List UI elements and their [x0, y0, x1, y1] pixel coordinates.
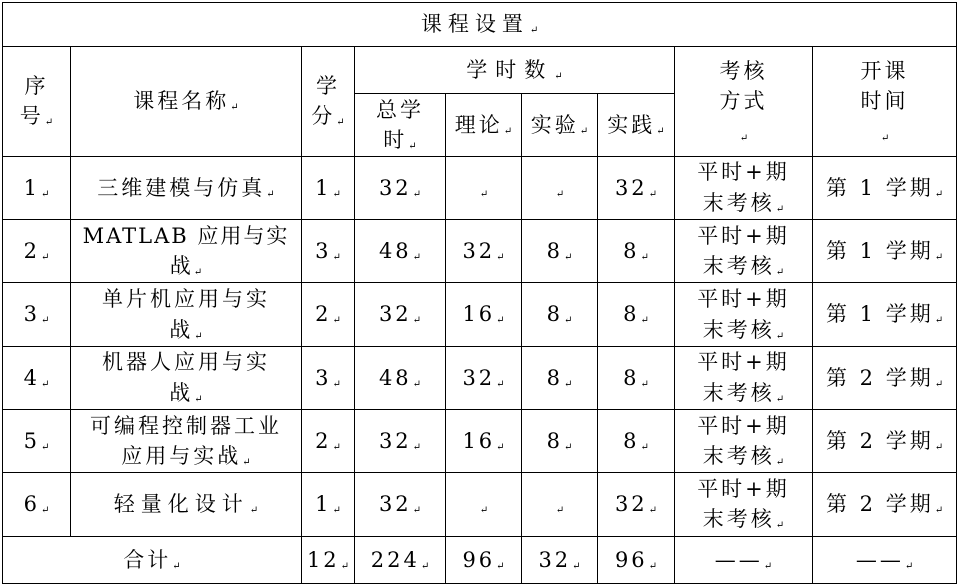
- paragraph-mark: ↵: [193, 267, 203, 279]
- total-exam: [675, 536, 813, 583]
- paragraph-mark: ↵: [563, 378, 573, 390]
- paragraph-mark: ↵: [336, 117, 345, 129]
- paragraph-mark: ↵: [332, 505, 341, 517]
- table-row: [3, 346, 957, 409]
- paragraph-mark: ↵: [496, 560, 505, 572]
- cell-text: 8: [546, 428, 563, 453]
- cell-lab: [522, 410, 598, 473]
- cell-text: 学分: [311, 74, 340, 129]
- paragraph-mark: ↵: [44, 117, 54, 129]
- paragraph-mark: ↵: [40, 315, 50, 327]
- cell-text: 2: [315, 428, 332, 453]
- table-row: [3, 283, 957, 346]
- cell-text: 课程设置: [420, 12, 529, 37]
- total-term: [813, 536, 957, 583]
- paragraph-mark: ↵: [640, 378, 649, 390]
- cell-text: 32: [462, 365, 496, 390]
- cell-text: 96: [614, 547, 648, 572]
- total-label: [3, 536, 302, 583]
- cell-text: 2: [315, 302, 332, 327]
- cell-text: 32: [462, 238, 496, 263]
- cell-text: ——: [714, 547, 763, 572]
- paragraph-mark: ↵: [479, 505, 489, 517]
- cell-text: 48: [378, 238, 412, 263]
- cell-term: [813, 283, 957, 346]
- cell-total: [355, 346, 446, 409]
- paragraph-mark: ↵: [412, 505, 422, 517]
- paragraph-mark: ↵: [775, 267, 785, 279]
- paragraph-mark: ↵: [412, 315, 422, 327]
- cell-text: 5: [23, 428, 40, 453]
- paragraph-mark: ↵: [172, 560, 181, 572]
- cell-theory: [446, 410, 522, 473]
- paragraph-mark: ↵: [563, 441, 573, 453]
- cell-text: 12: [306, 547, 340, 572]
- cell-text: 32: [378, 175, 412, 200]
- header-seq: [3, 47, 71, 156]
- cell-text: 单片机应用与实战: [102, 287, 270, 342]
- paragraph-mark: ↵: [563, 315, 573, 327]
- paragraph-mark: ↵: [332, 188, 341, 200]
- paragraph-mark: ↵: [332, 315, 341, 327]
- paragraph-mark: ↵: [554, 71, 563, 83]
- cell-text: 1: [23, 175, 40, 200]
- paragraph-mark: ↵: [420, 560, 430, 572]
- cell-text: 8: [546, 302, 563, 327]
- cell-theory: [446, 156, 522, 219]
- paragraph-mark: ↵: [640, 441, 649, 453]
- cell-text: 1: [315, 492, 332, 517]
- paragraph-mark: ↵: [249, 505, 259, 517]
- cell-seq: [3, 473, 71, 536]
- header-total-hours: [355, 94, 446, 156]
- cell-text: 合计: [123, 547, 172, 572]
- cell-text: 48: [378, 365, 412, 390]
- cell-name: [71, 410, 302, 473]
- cell-credit: [302, 156, 355, 219]
- header-lab: [522, 94, 598, 156]
- cell-text: 学时数: [466, 58, 554, 83]
- cell-term: [813, 220, 957, 283]
- paragraph-mark: ↵: [242, 457, 251, 469]
- cell-text: 3: [315, 365, 332, 390]
- paragraph-mark: ↵: [412, 378, 422, 390]
- table-row: [3, 473, 957, 536]
- cell-text: 32: [614, 175, 648, 200]
- cell-seq: [3, 156, 71, 219]
- paragraph-mark: ↵: [739, 132, 749, 144]
- cell-term: [813, 346, 957, 409]
- total-row: [3, 536, 957, 583]
- paragraph-mark: ↵: [648, 505, 658, 517]
- cell-exam: [675, 283, 813, 346]
- paragraph-mark: ↵: [408, 141, 417, 153]
- cell-text: MATLAB 应用与实战: [82, 223, 290, 279]
- cell-text: 理论: [454, 112, 503, 137]
- cell-text: 8: [546, 238, 563, 263]
- paragraph-mark: ↵: [640, 315, 649, 327]
- paragraph-mark: ↵: [496, 315, 505, 327]
- cell-total: [355, 473, 446, 536]
- cell-text: 可编程控制器工业应用与实战: [90, 413, 282, 469]
- cell-seq: [3, 283, 71, 346]
- table-row: [3, 410, 957, 473]
- cell-credit: [302, 220, 355, 283]
- paragraph-mark: ↵: [775, 330, 785, 342]
- cell-practice: [598, 410, 675, 473]
- cell-text: 实践: [607, 112, 656, 137]
- cell-text: 8: [546, 365, 563, 390]
- cell-credit: [302, 473, 355, 536]
- cell-text: 6: [23, 492, 40, 517]
- cell-exam: [675, 346, 813, 409]
- cell-text: 4: [23, 365, 40, 390]
- cell-exam: [675, 410, 813, 473]
- cell-text: 16: [462, 302, 496, 327]
- paragraph-mark: ↵: [496, 441, 505, 453]
- cell-name: [71, 220, 302, 283]
- cell-text: 轻量化设计: [113, 492, 249, 517]
- cell-exam: [675, 220, 813, 283]
- cell-text: 第 2 学期: [826, 492, 934, 517]
- paragraph-mark: ↵: [934, 505, 944, 517]
- paragraph-mark: ↵: [266, 188, 275, 200]
- cell-text: 开课时间: [860, 58, 909, 114]
- cell-text: 考核方式: [719, 58, 768, 114]
- cell-text: 3: [315, 238, 332, 263]
- cell-lab: [522, 346, 598, 409]
- cell-name: [71, 473, 302, 536]
- paragraph-mark: ↵: [775, 203, 785, 215]
- paragraph-mark: ↵: [194, 330, 203, 342]
- cell-lab: [522, 473, 598, 536]
- cell-text: 三维建模与仿真: [97, 175, 266, 200]
- header-practice: [598, 94, 675, 156]
- header-name: [71, 47, 302, 156]
- header-exam: [675, 47, 813, 156]
- paragraph-mark: ↵: [648, 560, 658, 572]
- total-lab: [522, 536, 598, 583]
- paragraph-mark: ↵: [40, 378, 50, 390]
- cell-text: 序号: [19, 74, 49, 129]
- table-row: [3, 220, 957, 283]
- paragraph-mark: ↵: [230, 102, 239, 114]
- course-table: [2, 2, 957, 584]
- paragraph-mark: ↵: [934, 251, 944, 263]
- cell-text: 96: [462, 547, 496, 572]
- cell-theory: [446, 220, 522, 283]
- cell-exam: [675, 473, 813, 536]
- paragraph-mark: ↵: [40, 505, 50, 517]
- paragraph-mark: ↵: [775, 457, 785, 469]
- paragraph-mark: ↵: [563, 251, 573, 263]
- paragraph-mark: ↵: [775, 520, 785, 532]
- table-title: [3, 3, 957, 47]
- paragraph-mark: ↵: [640, 251, 649, 263]
- paragraph-mark: ↵: [529, 25, 539, 37]
- cell-practice: [598, 473, 675, 536]
- cell-text: ——: [855, 547, 904, 572]
- cell-text: 平时+期末考核: [697, 350, 790, 405]
- cell-text: 3: [23, 302, 40, 327]
- paragraph-mark: ↵: [496, 378, 505, 390]
- cell-lab: [522, 156, 598, 219]
- paragraph-mark: ↵: [648, 188, 658, 200]
- cell-theory: [446, 473, 522, 536]
- cell-text: 224: [370, 547, 420, 572]
- cell-theory: [446, 283, 522, 346]
- header-credit: [302, 47, 355, 156]
- cell-text: 第 1 学期: [826, 238, 934, 263]
- paragraph-mark: ↵: [412, 188, 422, 200]
- cell-text: 32: [378, 492, 412, 517]
- cell-text: 8: [623, 302, 640, 327]
- cell-text: 平时+期末考核: [697, 477, 790, 532]
- cell-text: 8: [623, 365, 640, 390]
- paragraph-mark: ↵: [194, 393, 203, 405]
- cell-total: [355, 220, 446, 283]
- cell-text: 32: [378, 302, 412, 327]
- cell-name: [71, 346, 302, 409]
- cell-text: 8: [623, 238, 640, 263]
- paragraph-mark: ↵: [775, 393, 785, 405]
- paragraph-mark: ↵: [555, 505, 565, 517]
- paragraph-mark: ↵: [332, 251, 341, 263]
- header-row-1: [3, 47, 957, 94]
- cell-credit: [302, 346, 355, 409]
- cell-text: 1: [315, 175, 332, 200]
- cell-term: [813, 156, 957, 219]
- cell-text: 2: [23, 238, 40, 263]
- total-practice: [598, 536, 675, 583]
- paragraph-mark: ↵: [579, 125, 589, 137]
- cell-text: 实验: [530, 112, 579, 137]
- paragraph-mark: ↵: [904, 560, 914, 572]
- cell-name: [71, 156, 302, 219]
- cell-seq: [3, 410, 71, 473]
- table-row: [3, 156, 957, 219]
- cell-name: [71, 283, 302, 346]
- cell-exam: [675, 156, 813, 219]
- cell-text: 总学时: [376, 97, 424, 153]
- paragraph-mark: ↵: [40, 251, 50, 263]
- cell-term: [813, 473, 957, 536]
- paragraph-mark: ↵: [763, 560, 773, 572]
- header-term: [813, 47, 957, 156]
- paragraph-mark: ↵: [934, 188, 944, 200]
- cell-text: 32: [614, 492, 648, 517]
- cell-total: [355, 156, 446, 219]
- cell-text: 第 2 学期: [826, 428, 934, 453]
- cell-text: 课程名称: [133, 89, 230, 114]
- paragraph-mark: ↵: [934, 378, 944, 390]
- paragraph-mark: ↵: [332, 441, 341, 453]
- paragraph-mark: ↵: [880, 132, 890, 144]
- paragraph-mark: ↵: [934, 315, 944, 327]
- cell-text: 32: [378, 428, 412, 453]
- cell-seq: [3, 220, 71, 283]
- cell-seq: [3, 346, 71, 409]
- cell-total: [355, 410, 446, 473]
- cell-text: 平时+期末考核: [697, 223, 790, 279]
- cell-practice: [598, 156, 675, 219]
- cell-total: [355, 283, 446, 346]
- cell-credit: [302, 283, 355, 346]
- paragraph-mark: ↵: [40, 188, 50, 200]
- paragraph-mark: ↵: [412, 251, 422, 263]
- cell-practice: [598, 220, 675, 283]
- cell-text: 第 1 学期: [826, 175, 934, 200]
- cell-text: 第 1 学期: [826, 302, 934, 327]
- cell-text: 平时+期末考核: [697, 160, 790, 215]
- cell-practice: [598, 283, 675, 346]
- paragraph-mark: ↵: [656, 125, 665, 137]
- cell-practice: [598, 346, 675, 409]
- cell-text: 32: [538, 547, 572, 572]
- cell-theory: [446, 346, 522, 409]
- cell-text: 平时+期末考核: [697, 413, 790, 469]
- title-row: [3, 3, 957, 47]
- paragraph-mark: ↵: [572, 560, 581, 572]
- paragraph-mark: ↵: [496, 251, 505, 263]
- paragraph-mark: ↵: [340, 560, 350, 572]
- cell-text: 机器人应用与实战: [102, 350, 270, 405]
- total-theory: [446, 536, 522, 583]
- cell-text: 16: [462, 428, 496, 453]
- paragraph-mark: ↵: [332, 378, 341, 390]
- cell-text: 8: [623, 428, 640, 453]
- paragraph-mark: ↵: [40, 441, 50, 453]
- total-hours: [355, 536, 446, 583]
- cell-lab: [522, 283, 598, 346]
- paragraph-mark: ↵: [555, 188, 565, 200]
- paragraph-mark: ↵: [503, 125, 513, 137]
- cell-credit: [302, 410, 355, 473]
- paragraph-mark: ↵: [412, 441, 422, 453]
- cell-term: [813, 410, 957, 473]
- paragraph-mark: ↵: [479, 188, 489, 200]
- cell-text: 第 2 学期: [826, 365, 934, 390]
- cell-text: 平时+期末考核: [697, 287, 790, 342]
- paragraph-mark: ↵: [934, 441, 944, 453]
- total-credit: [302, 536, 355, 583]
- cell-lab: [522, 220, 598, 283]
- header-hours: [355, 47, 675, 94]
- header-theory: [446, 94, 522, 156]
